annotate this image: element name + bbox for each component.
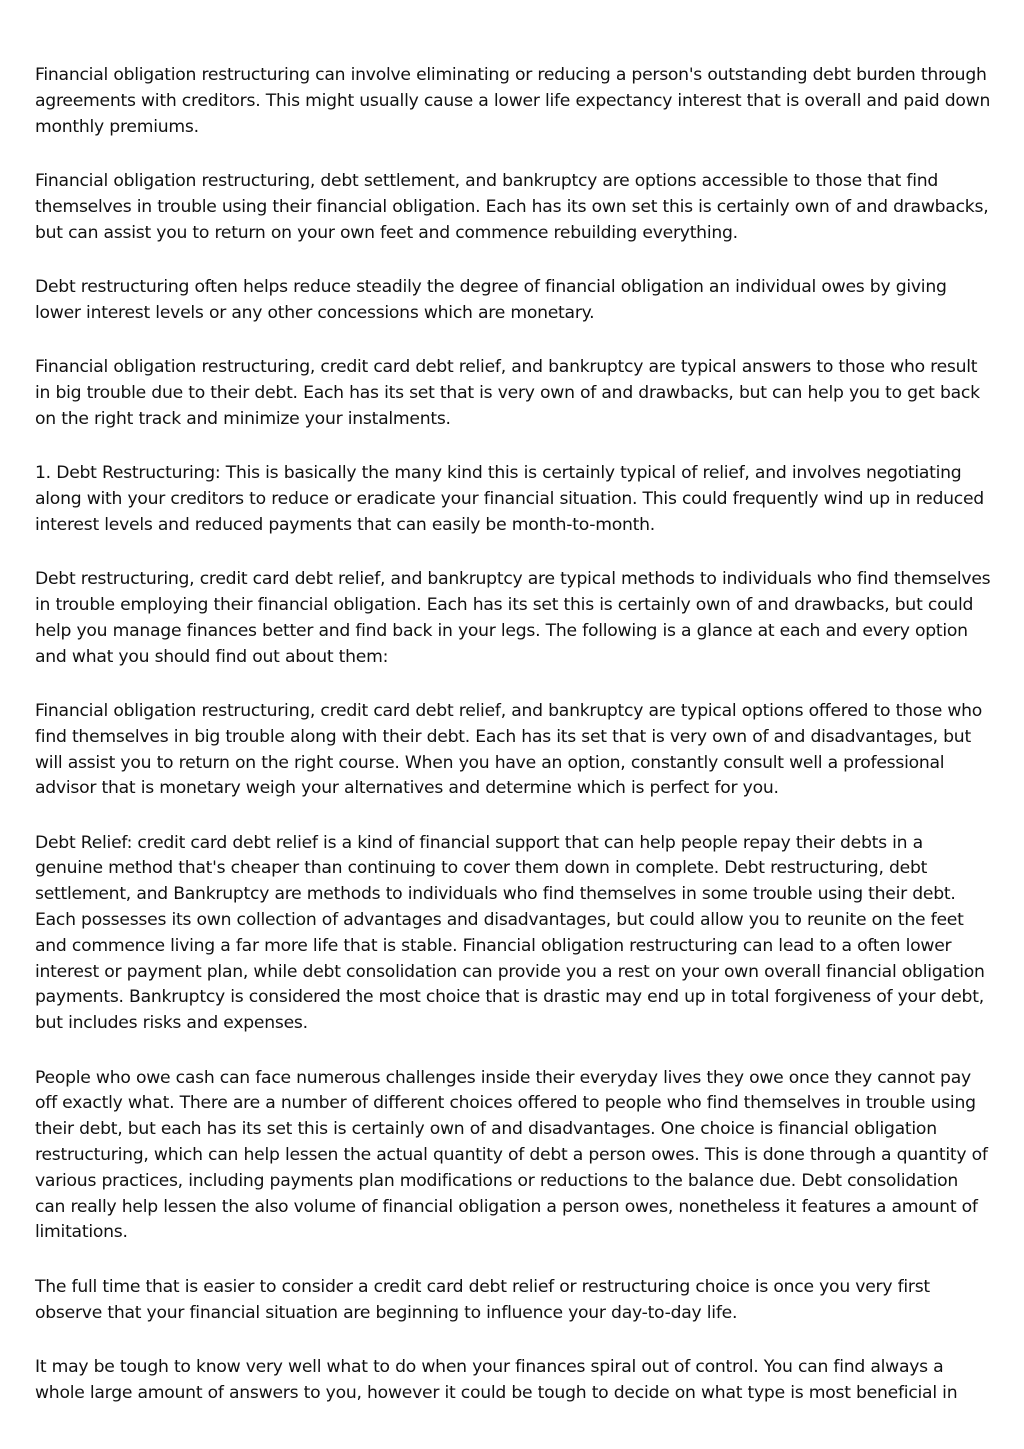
paragraph: 1. Debt Restructuring: This is basically the many kind this is certainly typical of relief, and involves negotiating along with your creditors to reduce or eradicate your financial situation. This could frequently wind up in reduced interest levels and reduced payments that can easily be month-to-month. bbox=[35, 463, 984, 535]
paragraph: Financial obligation restructuring, debt settlement, and bankruptcy are options accessible to those that find themselves in trouble using their financial obligation. Each has its own set this is certainly own of and drawbacks, but can assist you to return on your own feet and commence rebuilding everything. bbox=[35, 170, 989, 243]
paragraph: Debt restructuring often helps reduce steadily the degree of financial obligation an individual owes by giving lower interest levels or any other concessions which are monetary. bbox=[35, 276, 947, 323]
paragraph: Financial obligation restructuring can involve eliminating or reducing a person's outstanding debt burden through agreements with creditors. This might usually cause a lower life expectancy interest that is overall and paid down monthly premiums. bbox=[35, 65, 991, 137]
paragraph: Financial obligation restructuring, credit card debt relief, and bankruptcy are typical answers to those who result in big trouble due to their debt. Each has its set that is very own of and drawbacks, but can help you to get back on the right track and minimize your instalments. bbox=[35, 357, 980, 429]
paragraph: The full time that is easier to consider a credit card debt relief or restructuring choice is once you very first observe that your financial situation are beginning to influence your day-to-day life. bbox=[35, 1276, 930, 1323]
document-body bbox=[35, 63, 991, 1435]
paragraph: Financial obligation restructuring, credit card debt relief, and bankruptcy are typical options offered to those who find themselves in big trouble along with their debt. Each has its set that is very own of and disadvantages, but will assist you to return on the right course. When you have an option, constantly consult well a professional advisor that is monetary weigh your alternatives and determine which is perfect for you. bbox=[35, 700, 983, 799]
paragraph: People who owe cash can face numerous challenges inside their everyday lives they owe once they cannot pay off exactly what. There are a number of different choices offered to people who find themselves in trouble using their debt, but each has its set this is certainly own of and disadvantages. One choice is financial obligation restructuring, which can help lessen the actual quantity of debt a person owes. This is done through a quantity of various practices, including payments plan modifications or reductions to the balance due. Debt consolidation can really help lessen the also volume of financial obligation a person owes, nonetheless it features a amount of limitations. bbox=[35, 1067, 988, 1243]
paragraph: Debt restructuring, credit card debt relief, and bankruptcy are typical methods to individuals who find themselves in trouble employing their financial obligation. Each has its set this is certainly own of and drawbacks, but could help you manage finances better and find back in your legs. The following is a glance at each and every option and what you should find out about them: bbox=[35, 569, 991, 667]
paragraph: It may be tough to know very well what to do when your finances spiral out of control. You can find always a whole large amount of answers to you, however it could be tough to decide on what type is most beneficial in bbox=[35, 1357, 958, 1403]
paragraph: Debt Relief: credit card debt relief is a kind of financial support that can help people repay their debts in a genuine method that's cheaper than continuing to cover them down in complete. Debt restructuring, debt settlement, and Bankruptcy are methods to individuals who find themselves in some trouble using their debt. Each possesses its own collection of advantages and disadvantages, but could allow you to reunite on the feet and commence living a far more life that is stable. Financial obligation restructuring can lead to a often lower interest or payment plan, while debt consolidation can provide you a rest on your own overall financial obligation payments. Bankruptcy is considered the most choice that is drastic may end up in total forgiveness of your debt, but includes risks and expenses. bbox=[35, 832, 985, 1034]
